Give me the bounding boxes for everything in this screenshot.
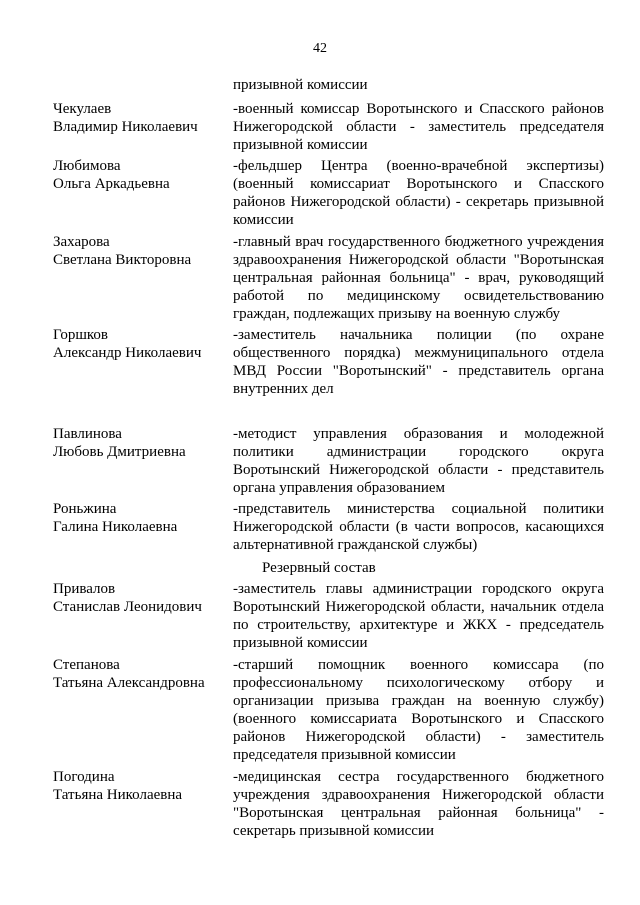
- member-role: -главный врач государственного бюджетного учреждения здравоохранения Нижегородской области "Воротынская центральная районная больница" - врач, руководящий работой по медицинскому освидетельствованию граждан, подлежащих призыву на военную службу: [233, 234, 604, 322]
- member-given-name: Александр Николаевич: [53, 345, 202, 361]
- member-role: -старший помощник военного комиссара (по профессиональному психологическому отбору и организации призыва граждан на военную службу) (военного комиссариата Воротынского и Спасского районов Нижегородской области) - заместитель председателя призывной комиссии: [233, 657, 604, 763]
- page-number: 42: [313, 41, 327, 56]
- member-role: -методист управления образования и молодежной политики администрации городского округа Воротынский Нижегородской области - представитель органа управления образованием: [233, 426, 604, 496]
- member-surname: Захарова: [53, 234, 110, 250]
- member-role: -заместитель начальника полиции (по охране общественного порядка) межмуниципального отдела МВД России "Воротынский" - представитель органа внутренних дел: [233, 327, 604, 397]
- member-name: [53, 233, 228, 269]
- member-given-name: Любовь Дмитриевна: [53, 444, 186, 460]
- member-given-name: Светлана Викторовна: [53, 252, 192, 268]
- member-name: [53, 580, 228, 616]
- member-name: [53, 100, 228, 136]
- member-given-name: Галина Николаевна: [53, 519, 178, 535]
- member-name: [53, 656, 228, 692]
- member-surname: Чекулаев: [53, 101, 112, 117]
- member-role: -фельдшер Центра (военно-врачебной экспертизы) (военный комиссариат Воротынского и Спасского районов Нижегородской области) - секретарь призывной комиссии: [233, 158, 604, 228]
- member-name: [53, 157, 228, 193]
- member-surname: Горшков: [53, 327, 109, 343]
- member-given-name: Татьяна Александровна: [53, 675, 205, 691]
- member-surname: Любимова: [53, 158, 121, 174]
- member-surname: Погодина: [53, 769, 115, 785]
- member-given-name: Татьяна Николаевна: [53, 787, 183, 803]
- member-name: [53, 425, 228, 461]
- member-role: -медицинская сестра государственного бюджетного учреждения здравоохранения Нижегородской области "Воротынская центральная районная больница" - секретарь призывной комиссии: [233, 769, 604, 839]
- member-role: -представитель министерства социальной политики Нижегородской области (в части вопросов, касающихся альтернативной гражданской службы): [233, 501, 604, 553]
- member-name: [53, 500, 228, 536]
- member-surname: Роньжина: [53, 501, 117, 517]
- member-name: [53, 326, 228, 362]
- continuation-text: призывной комиссии: [233, 77, 368, 93]
- member-role: -заместитель главы администрации городского округа Воротынский Нижегородской области, начальник отдела по строительству, архитектуре и ЖКХ - председатель призывной комиссии: [233, 581, 604, 651]
- member-surname: Павлинова: [53, 426, 122, 442]
- member-surname: Степанова: [53, 657, 120, 673]
- member-given-name: Ольга Аркадьевна: [53, 176, 170, 192]
- member-name: [53, 768, 228, 804]
- reserve-heading: Резервный состав: [262, 560, 376, 576]
- member-given-name: Станислав Леонидович: [53, 599, 202, 615]
- member-given-name: Владимир Николаевич: [53, 119, 198, 135]
- member-role: -военный комиссар Воротынского и Спасского районов Нижегородской области - заместитель председателя призывной комиссии: [233, 101, 604, 153]
- member-surname: Привалов: [53, 581, 116, 597]
